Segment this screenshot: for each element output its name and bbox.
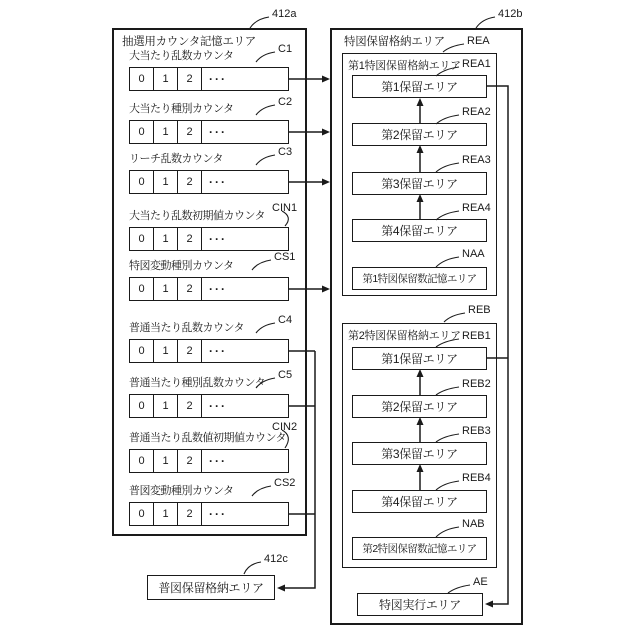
cell: 0 (130, 121, 154, 143)
ref-c2: C2 (278, 96, 293, 108)
counter-cells-cs2 (129, 502, 289, 526)
ref-c5: C5 (278, 369, 293, 381)
cell: 1 (154, 171, 178, 193)
ref-412b: 412b (498, 8, 523, 20)
counter-cells-c4 (129, 339, 289, 363)
cell-ellipsis: ··· (209, 507, 227, 521)
execution-area-box: 特図実行エリア (357, 593, 483, 616)
counter-label-c1: 大当たり乱数カウンタ (129, 50, 234, 62)
cell: 2 (178, 121, 202, 143)
cell-ellipsis: ··· (209, 175, 227, 189)
cell-ellipsis: ··· (209, 72, 227, 86)
hold-slot-reb2: 第2保留エリア (352, 395, 487, 418)
counter-cells-c5 (129, 394, 289, 418)
cell: 1 (154, 340, 178, 362)
cell: 0 (130, 68, 154, 90)
ref-rea: REA (467, 35, 490, 47)
cell: 1 (154, 68, 178, 90)
ref-c4: C4 (278, 314, 293, 326)
ref-rea4: REA4 (462, 202, 491, 214)
ref-rea1: REA1 (462, 58, 491, 70)
cell: 1 (154, 503, 178, 525)
ref-naa: NAA (462, 248, 485, 260)
cell: 1 (154, 228, 178, 250)
ref-cs2: CS2 (274, 477, 296, 489)
hold-area-title: 特図保留格納エリア (344, 36, 445, 48)
counter-cells-c3 (129, 170, 289, 194)
ref-412c: 412c (264, 553, 288, 565)
ref-412a: 412a (272, 8, 297, 20)
ref-rea2: REA2 (462, 106, 491, 118)
hold-group-reb-title: 第2特図保留格納エリア (348, 330, 461, 342)
counter-label-c3: リーチ乱数カウンタ (129, 153, 224, 165)
cell-ellipsis: ··· (209, 454, 227, 468)
hold-group-rea-title: 第1特図保留格納エリア (348, 60, 461, 72)
ref-reb3: REB3 (462, 425, 491, 437)
cell: 0 (130, 228, 154, 250)
cell: 1 (154, 395, 178, 417)
counter-label-c2: 大当たり種別カウンタ (129, 103, 234, 115)
cell: 1 (154, 278, 178, 300)
cell: 1 (154, 450, 178, 472)
cell: 0 (130, 340, 154, 362)
ref-reb: REB (468, 304, 491, 316)
ref-c1: C1 (278, 43, 293, 55)
hold-slot-rea2: 第2保留エリア (352, 123, 487, 146)
counter-cells-c2 (129, 120, 289, 144)
hold-slot-reb1: 第1保留エリア (352, 347, 487, 370)
counter-label-cin2: 普通当たり乱数値初期値カウンタ (129, 432, 287, 444)
cell: 0 (130, 503, 154, 525)
cell: 2 (178, 68, 202, 90)
hold-slot-rea3: 第3保留エリア (352, 172, 487, 195)
cell: 1 (154, 121, 178, 143)
ref-reb4: REB4 (462, 472, 491, 484)
counter-label-cin1: 大当たり乱数初期値カウンタ (129, 210, 266, 222)
counter-cells-cin2 (129, 449, 289, 473)
ref-rea3: REA3 (462, 154, 491, 166)
counter-label-cs2: 普図変動種別カウンタ (129, 485, 234, 497)
cell: 2 (178, 450, 202, 472)
ref-ae: AE (473, 576, 488, 588)
cell-ellipsis: ··· (209, 282, 227, 296)
hold-count-naa: 第1特図保留数記憶エリア (352, 267, 487, 290)
hold-slot-reb4: 第4保留エリア (352, 490, 487, 513)
counter-area-title: 抽選用カウンタ記憶エリア (122, 36, 256, 48)
cell-ellipsis: ··· (209, 399, 227, 413)
cell: 2 (178, 278, 202, 300)
cell: 2 (178, 171, 202, 193)
ref-cs1: CS1 (274, 251, 296, 263)
hold-count-nab: 第2特図保留数記憶エリア (352, 537, 487, 560)
ref-cin2: CIN2 (272, 421, 298, 433)
cell-ellipsis: ··· (209, 232, 227, 246)
counter-label-cs1: 特図変動種別カウンタ (129, 260, 234, 272)
cell: 2 (178, 395, 202, 417)
cell: 2 (178, 503, 202, 525)
ref-c3: C3 (278, 146, 293, 158)
ref-reb2: REB2 (462, 378, 491, 390)
counter-cells-cs1 (129, 277, 289, 301)
hold-slot-rea1: 第1保留エリア (352, 75, 487, 98)
counter-cells-c1 (129, 67, 289, 91)
cell: 0 (130, 395, 154, 417)
cell: 0 (130, 171, 154, 193)
counter-cells-cin1 (129, 227, 289, 251)
cell-ellipsis: ··· (209, 125, 227, 139)
counter-label-c5: 普通当たり種別乱数カウンタ (129, 377, 266, 389)
ref-nab: NAB (462, 518, 485, 530)
ref-reb1: REB1 (462, 330, 491, 342)
cell: 0 (130, 278, 154, 300)
cell: 0 (130, 450, 154, 472)
hold-slot-rea4: 第4保留エリア (352, 219, 487, 242)
hold-slot-reb3: 第3保留エリア (352, 442, 487, 465)
cell: 2 (178, 228, 202, 250)
cell-ellipsis: ··· (209, 344, 227, 358)
normal-hold-area-box: 普図保留格納エリア (147, 575, 275, 600)
cell: 2 (178, 340, 202, 362)
ref-cin1: CIN1 (272, 202, 298, 214)
counter-label-c4: 普通当たり乱数カウンタ (129, 322, 245, 334)
